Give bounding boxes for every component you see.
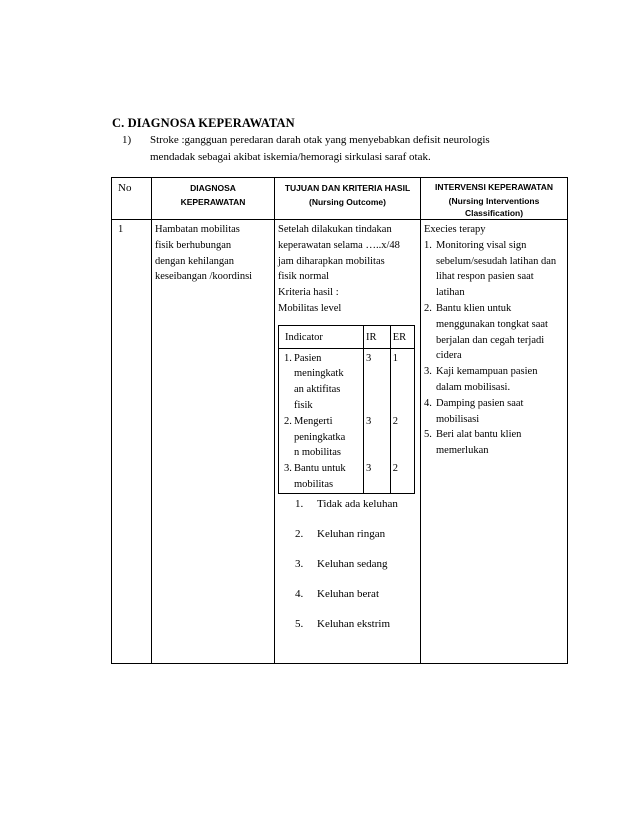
diagnosa-line: keseibangan /koordinsi <box>155 271 253 283</box>
indicator-header-row <box>279 325 415 348</box>
scale-num: 4. <box>295 587 304 600</box>
header-line: (Nursing Outcome) <box>309 197 386 207</box>
intervensi-cell <box>421 220 568 664</box>
scale-item <box>295 526 420 556</box>
intervensi-line: lihat respon pasien saat <box>436 271 534 283</box>
indicator-line: Mengerti <box>294 415 333 427</box>
header-no: No <box>112 178 152 220</box>
scale-item <box>295 586 420 616</box>
indicator-line: n mobilitas <box>294 447 341 459</box>
tujuan-line: fisik normal <box>278 271 330 283</box>
er-value: 1 <box>392 352 398 364</box>
intervensi-line: mobilisasi <box>436 413 480 425</box>
intervensi-num: 1. <box>424 239 432 251</box>
intervensi-line: dalam mobilisasi. <box>436 381 511 393</box>
diagnosis-table <box>111 177 568 664</box>
scale-num: 1. <box>295 497 304 510</box>
scale-text: Tidak ada keluhan <box>317 497 398 510</box>
header-tujuan <box>275 178 421 220</box>
section-heading: C. DIAGNOSA KEPERAWATAN <box>112 116 295 130</box>
row-number <box>112 220 152 664</box>
diagnosa-line: fisik berhubungan <box>155 239 232 251</box>
indicator-header: Indicator <box>279 325 364 348</box>
diagnosa-line: dengan kehilangan <box>155 255 235 267</box>
er-values <box>390 348 414 493</box>
indicator-line: Bantu untuk <box>294 463 346 475</box>
scale-item <box>295 496 420 526</box>
header-line: DIAGNOSA <box>190 183 236 193</box>
ir-value: 3 <box>366 415 372 427</box>
diagnosa-cell <box>152 220 275 664</box>
intervensi-num: 2. <box>424 302 432 314</box>
header-line: INTERVENSI KEPERAWATAN <box>434 182 554 192</box>
tujuan-line: Kriteria hasil : <box>278 287 339 299</box>
intervensi-item <box>424 364 564 396</box>
er-header: ER <box>390 325 414 348</box>
intervensi-item <box>424 301 564 364</box>
tujuan-line: keperawatan selama …..x/48 <box>278 239 400 251</box>
intervensi-line: Beri alat bantu klien <box>436 429 522 441</box>
scale-list <box>295 496 420 646</box>
intervensi-line: Monitoring visal sign <box>436 239 527 251</box>
indicator-item <box>284 461 361 493</box>
indicator-num: 1. <box>284 352 292 364</box>
ir-value: 3 <box>366 352 372 364</box>
scale-text: Keluhan berat <box>317 587 379 600</box>
indicator-line: mobilitas <box>294 478 334 490</box>
ir-value: 3 <box>366 463 372 475</box>
ir-header: IR <box>364 325 391 348</box>
intervensi-item <box>424 396 564 428</box>
intervensi-title: Execies terapy <box>424 224 486 235</box>
indicator-item <box>284 351 361 414</box>
intervensi-item <box>424 427 564 459</box>
indicator-body-row <box>279 348 415 493</box>
intervensi-line: sebelum/sesudah latihan dan <box>436 255 557 267</box>
er-value: 2 <box>392 463 398 475</box>
row-number-text: 1 <box>118 224 124 235</box>
item-line: mendadak sebagai akibat iskemia/hemoragi sirkulasi saraf otak. <box>150 151 431 163</box>
intervensi-line: Kaji kemampuan pasien <box>436 366 538 378</box>
scale-num: 5. <box>295 617 304 630</box>
indicator-item <box>284 414 361 461</box>
table-header-row <box>112 178 568 220</box>
indicator-num: 2. <box>284 415 292 427</box>
intervensi-num: 3. <box>424 366 432 378</box>
ir-values <box>364 348 391 493</box>
header-line: KEPERAWATAN <box>180 197 246 207</box>
scale-text: Keluhan sedang <box>317 557 388 570</box>
indicator-table <box>278 325 415 494</box>
table-row <box>112 220 568 664</box>
indicator-list <box>279 348 364 493</box>
header-diagnosa <box>152 178 275 220</box>
intervensi-num: 4. <box>424 397 432 409</box>
er-value: 2 <box>392 415 398 427</box>
tujuan-line: jam diharapkan mobilitas <box>278 255 385 267</box>
scale-num: 3. <box>295 557 304 570</box>
diagnosa-line: Hambatan mobilitas <box>155 224 240 235</box>
tujuan-line: Setelah dilakukan tindakan <box>278 224 392 235</box>
item-number: 1) <box>122 134 132 146</box>
intervensi-line: cidera <box>436 350 462 362</box>
intervensi-line: Bantu klien untuk <box>436 302 512 314</box>
indicator-line: fisik <box>294 399 313 411</box>
scale-num: 2. <box>295 527 304 540</box>
header-line: Classification) <box>464 208 524 218</box>
intervensi-line: memerlukan <box>436 445 489 457</box>
indicator-line: Pasien <box>294 352 322 364</box>
intervensi-item <box>424 238 564 301</box>
intervensi-num: 5. <box>424 429 432 441</box>
indicator-line: an aktifitas <box>294 384 341 396</box>
indicator-line: meningkatk <box>294 368 344 380</box>
intervensi-line: latihan <box>436 287 465 299</box>
header-intervensi <box>421 178 568 220</box>
scale-item <box>295 556 420 586</box>
header-line: (Nursing Interventions <box>448 196 540 206</box>
intervensi-line: Damping pasien saat <box>436 397 524 409</box>
item-line: Stroke :gangguan peredaran darah otak yang menyebabkan defisit neurologis <box>150 134 490 146</box>
intervensi-line: berjalan dan cegah terjadi <box>436 334 545 346</box>
intervensi-list <box>421 220 567 459</box>
header-line: TUJUAN DAN KRITERIA HASIL <box>284 183 411 193</box>
tujuan-cell <box>275 220 421 664</box>
tujuan-line: Mobilitas level <box>278 302 342 314</box>
scale-text: Keluhan ekstrim <box>317 617 391 630</box>
scale-item <box>295 616 420 646</box>
indicator-num: 3. <box>284 463 292 475</box>
item-text <box>150 132 540 166</box>
scale-text: Keluhan ringan <box>317 527 386 540</box>
indicator-line: peningkatka <box>294 431 346 443</box>
intervensi-line: menggunakan tongkat saat <box>436 318 548 330</box>
